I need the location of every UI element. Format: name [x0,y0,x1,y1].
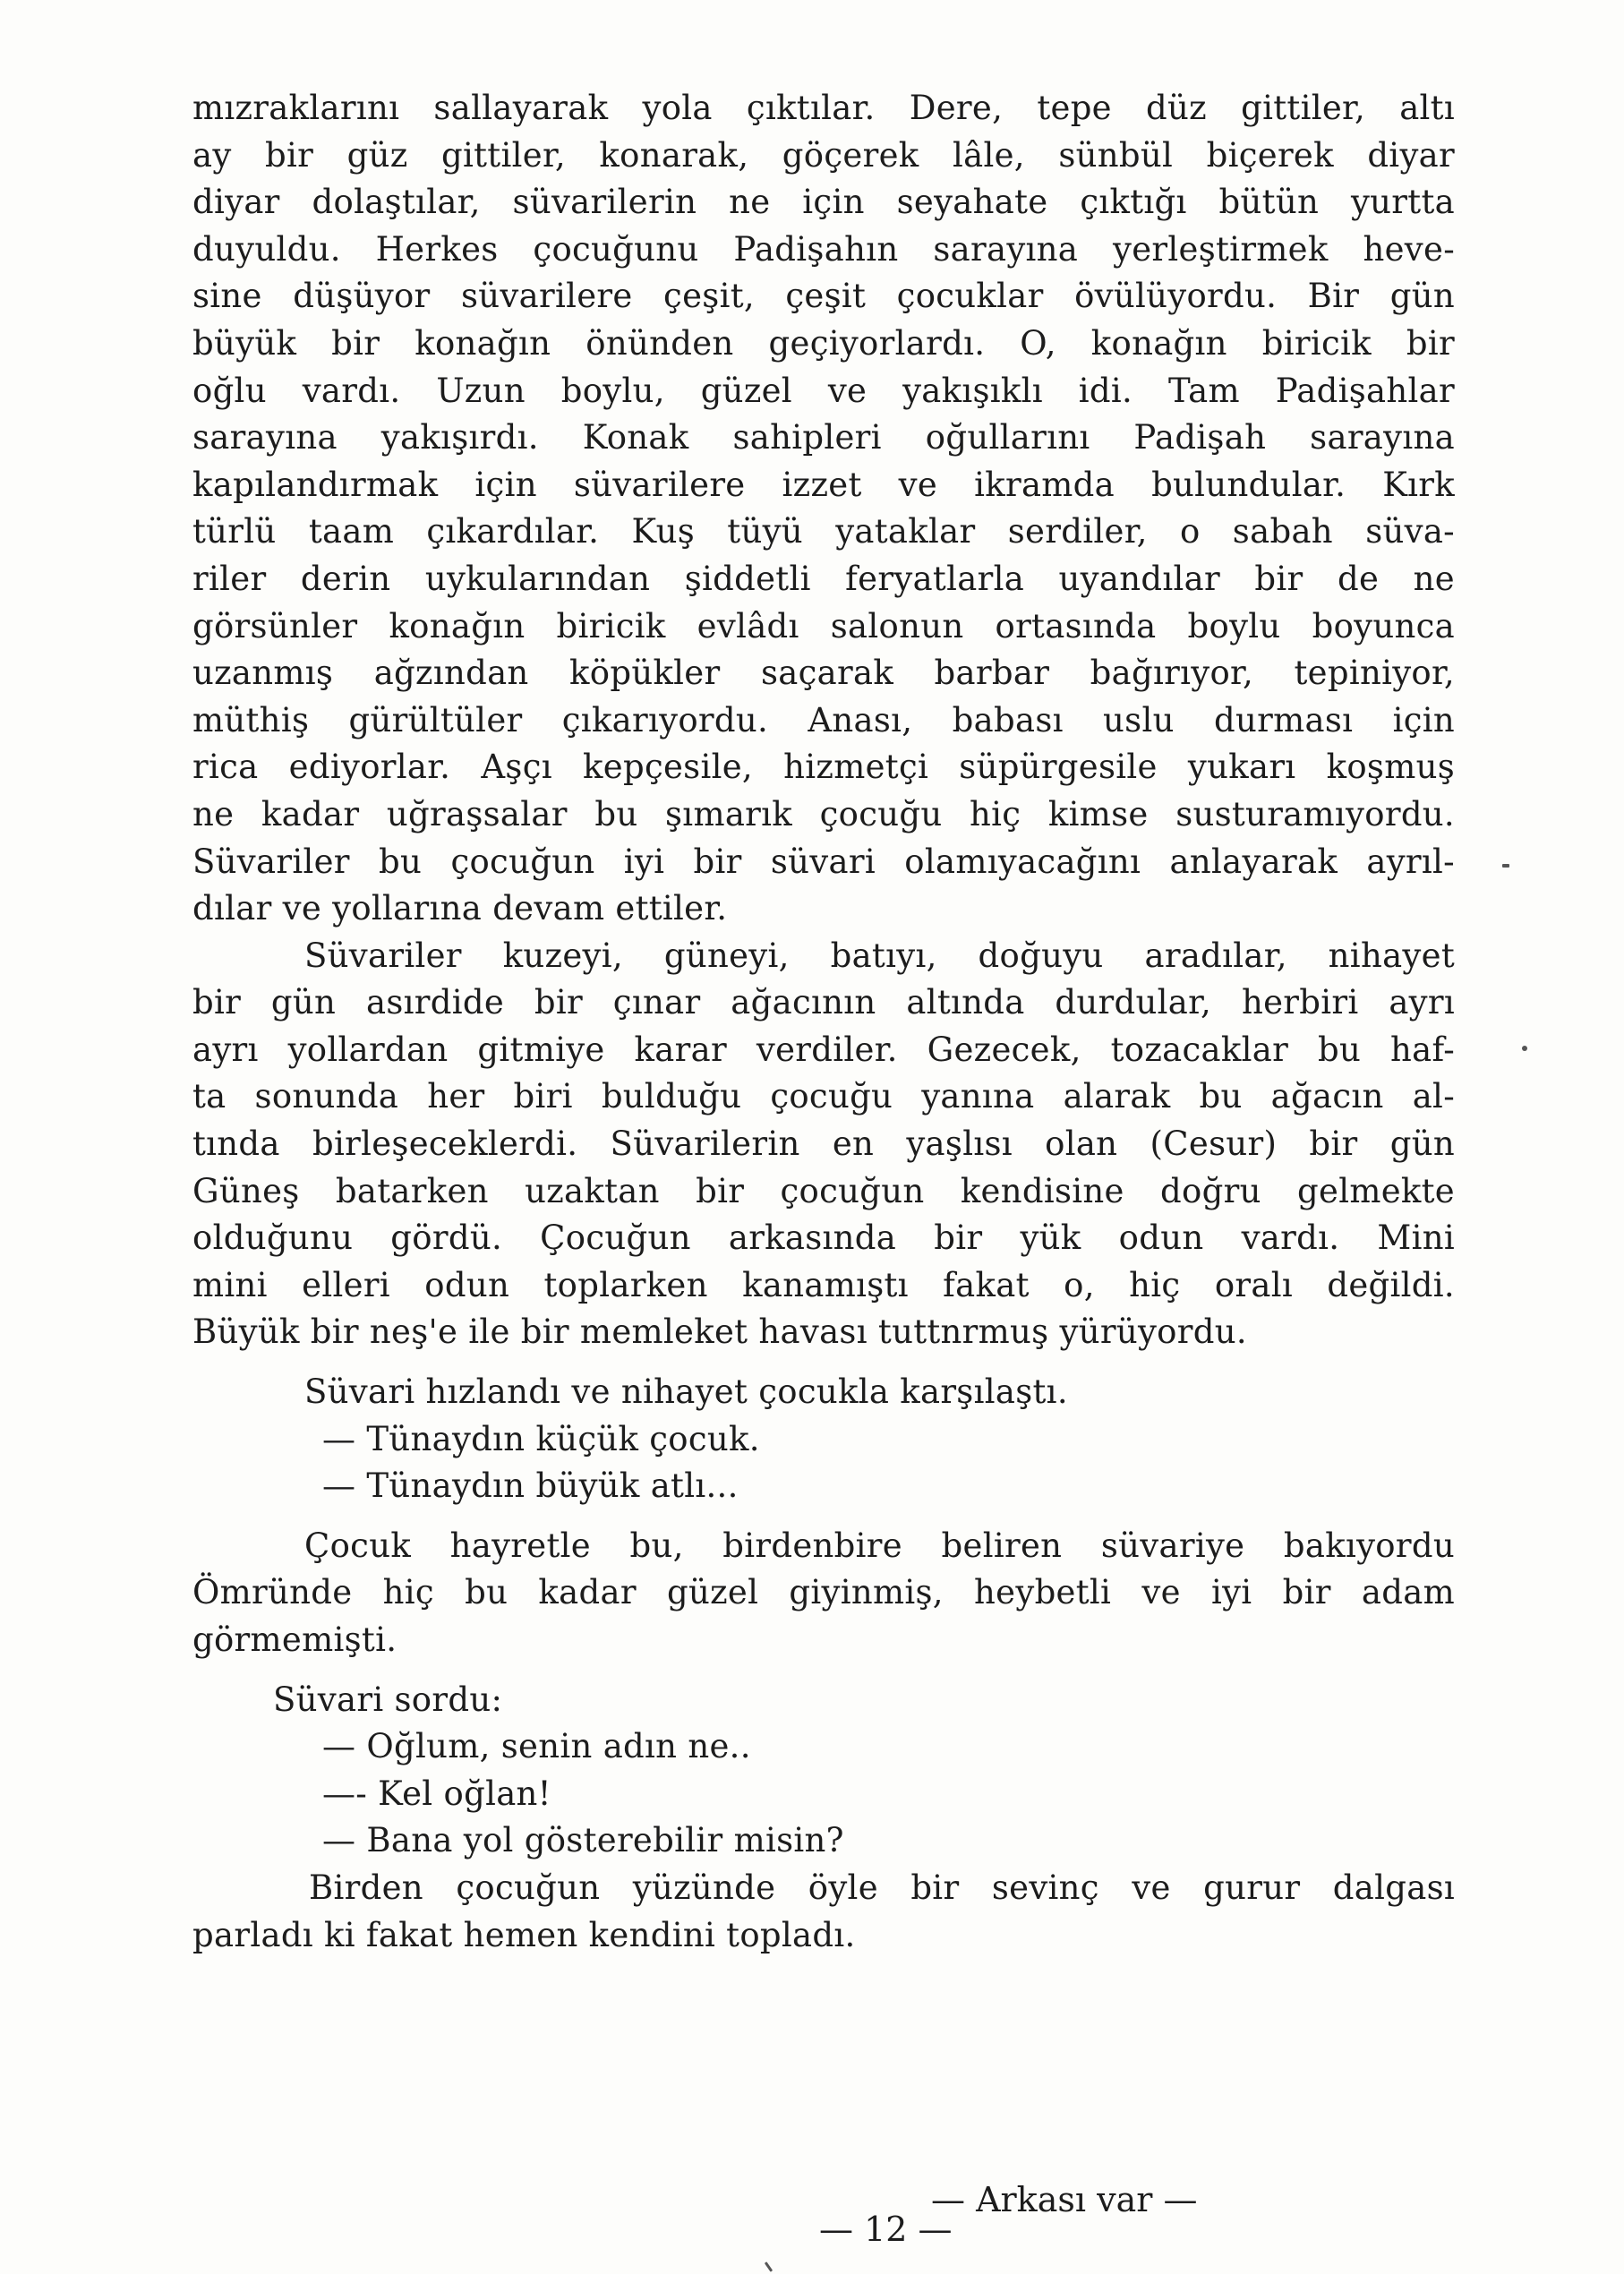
dialogue-line: — Bana yol gösterebilir misin? [322,1821,844,1860]
text-line: mini elleri odun toplarken kanamıştı fakat o, hiç oralı değildi. [192,1265,1455,1304]
speck-mark [765,2261,773,2272]
text-line: sarayına yakışırdı. Konak sahipleri oğullarını Padişah sarayına [192,418,1455,457]
paragraph-start-line: Süvari hızlandı ve nihayet çocukla karşılaştı. [304,1372,1068,1412]
paragraph-start-line: Birden çocuğun yüzünde öyle bir sevinç ve gurur dalgası [309,1868,1455,1907]
text-line: görmemişti. [192,1620,397,1659]
text-line: Süvariler bu çocuğun iyi bir süvari olamıyacağını anlayarak ayrıl- [192,842,1455,881]
speck-mark [1502,864,1509,868]
text-line: ta sonunda her biri bulduğu çocuğu yanına alarak bu ağacın al- [192,1077,1455,1116]
page-number: — 12 — [819,2210,953,2249]
text-line: diyar dolaştılar, süvarilerin ne için seyahate çıktığı bütün yurtta [192,183,1455,222]
text-line: Ömründe hiç bu kadar güzel giyinmiş, heybetli ve iyi bir adam [192,1573,1455,1612]
text-line: büyük bir konağın önünden geçiyorlardı. O, konağın biricik bir [192,323,1455,363]
text-line: bir gün asırdide bir çınar ağacının altında durdular, herbiri ayrı [192,983,1455,1022]
text-line: kapılandırmak için süvarilere izzet ve ikramda bulundular. Kırk [192,465,1455,504]
text-line: parladı ki fakat hemen kendini topladı. [192,1915,856,1954]
speck-mark [1522,1046,1527,1051]
dialogue-line: — Tünaydın küçük çocuk. [322,1419,760,1458]
text-line: uzanmış ağzından köpükler saçarak barbar bağırıyor, tepiniyor, [192,654,1455,693]
text-line: ay bir güz gittiler, konarak, göçerek lâle, sünbül biçerek diyar [192,135,1455,175]
text-line: mızraklarını sallayarak yola çıktılar. Dere, tepe düz gittiler, altı [192,89,1455,127]
paragraph-start-line: Çocuk hayretle bu, birdenbire beliren süvariye bakıyordu [304,1526,1455,1565]
text-line: ne kadar uğraşsalar bu şımarık çocuğu hiç kimse susturamıyordu. [192,794,1455,834]
text-line: dılar ve yollarına devam ettiler. [192,889,728,928]
text-line: Büyük bir neş'e ile bir memleket havası tuttnrmuş yürüyordu. [192,1312,1247,1352]
paragraph-start-line: Süvari sordu: [273,1680,503,1719]
text-line: duyuldu. Herkes çocuğunu Padişahın sarayına yerleştirmek heve- [192,229,1455,269]
text-line: sine düşüyor süvarilere çeşit, çeşit çocuklar övülüyordu. Bir gün [192,277,1455,316]
text-line: olduğunu gördü. Çocuğun arkasında bir yük odun vardı. Mini [192,1218,1455,1258]
text-line: oğlu vardı. Uzun boylu, güzel ve yakışıklı idi. Tam Padişahlar [192,371,1455,410]
document-body [192,85,1455,1959]
dialogue-line: — Oğlum, senin adın ne.. [322,1727,751,1766]
text-line: rica ediyorlar. Aşçı kepçesile, hizmetçi süpürgesile yukarı koşmuş [192,748,1455,787]
text-line: ayrı yollardan gitmiye karar verdiler. Gezecek, tozacaklar bu haf- [192,1030,1455,1069]
continued-note: — Arkası var — [931,2180,1198,2219]
text-line: riler derin uykularından şiddetli feryatlarla uyandılar bir de ne [192,559,1455,598]
paragraph-gap [192,1510,1455,1523]
dialogue-line: —- Kel oğlan! [322,1774,551,1813]
paragraph-gap [192,1356,1455,1369]
text-line: türlü taam çıkardılar. Kuş tüyü yataklar serdiler, o sabah süva- [192,512,1455,551]
dialogue-line: — Tünaydın büyük atlı... [322,1466,739,1506]
text-line: müthiş gürültüler çıkarıyordu. Anası, babası uslu durması için [192,700,1455,739]
paragraph-gap [192,1664,1455,1677]
text-line: Güneş batarken uzaktan bir çocuğun kendisine doğru gelmekte [192,1171,1455,1210]
text-line: tında birleşeceklerdi. Süvarilerin en yaşlısı olan (Cesur) bir gün [192,1124,1455,1164]
paragraph-start-line: Süvariler kuzeyi, güneyi, batıyı, doğuyu aradılar, nihayet [304,936,1455,975]
text-line: görsünler konağın biricik evlâdı salonun ortasında boylu boyunca [192,606,1455,645]
